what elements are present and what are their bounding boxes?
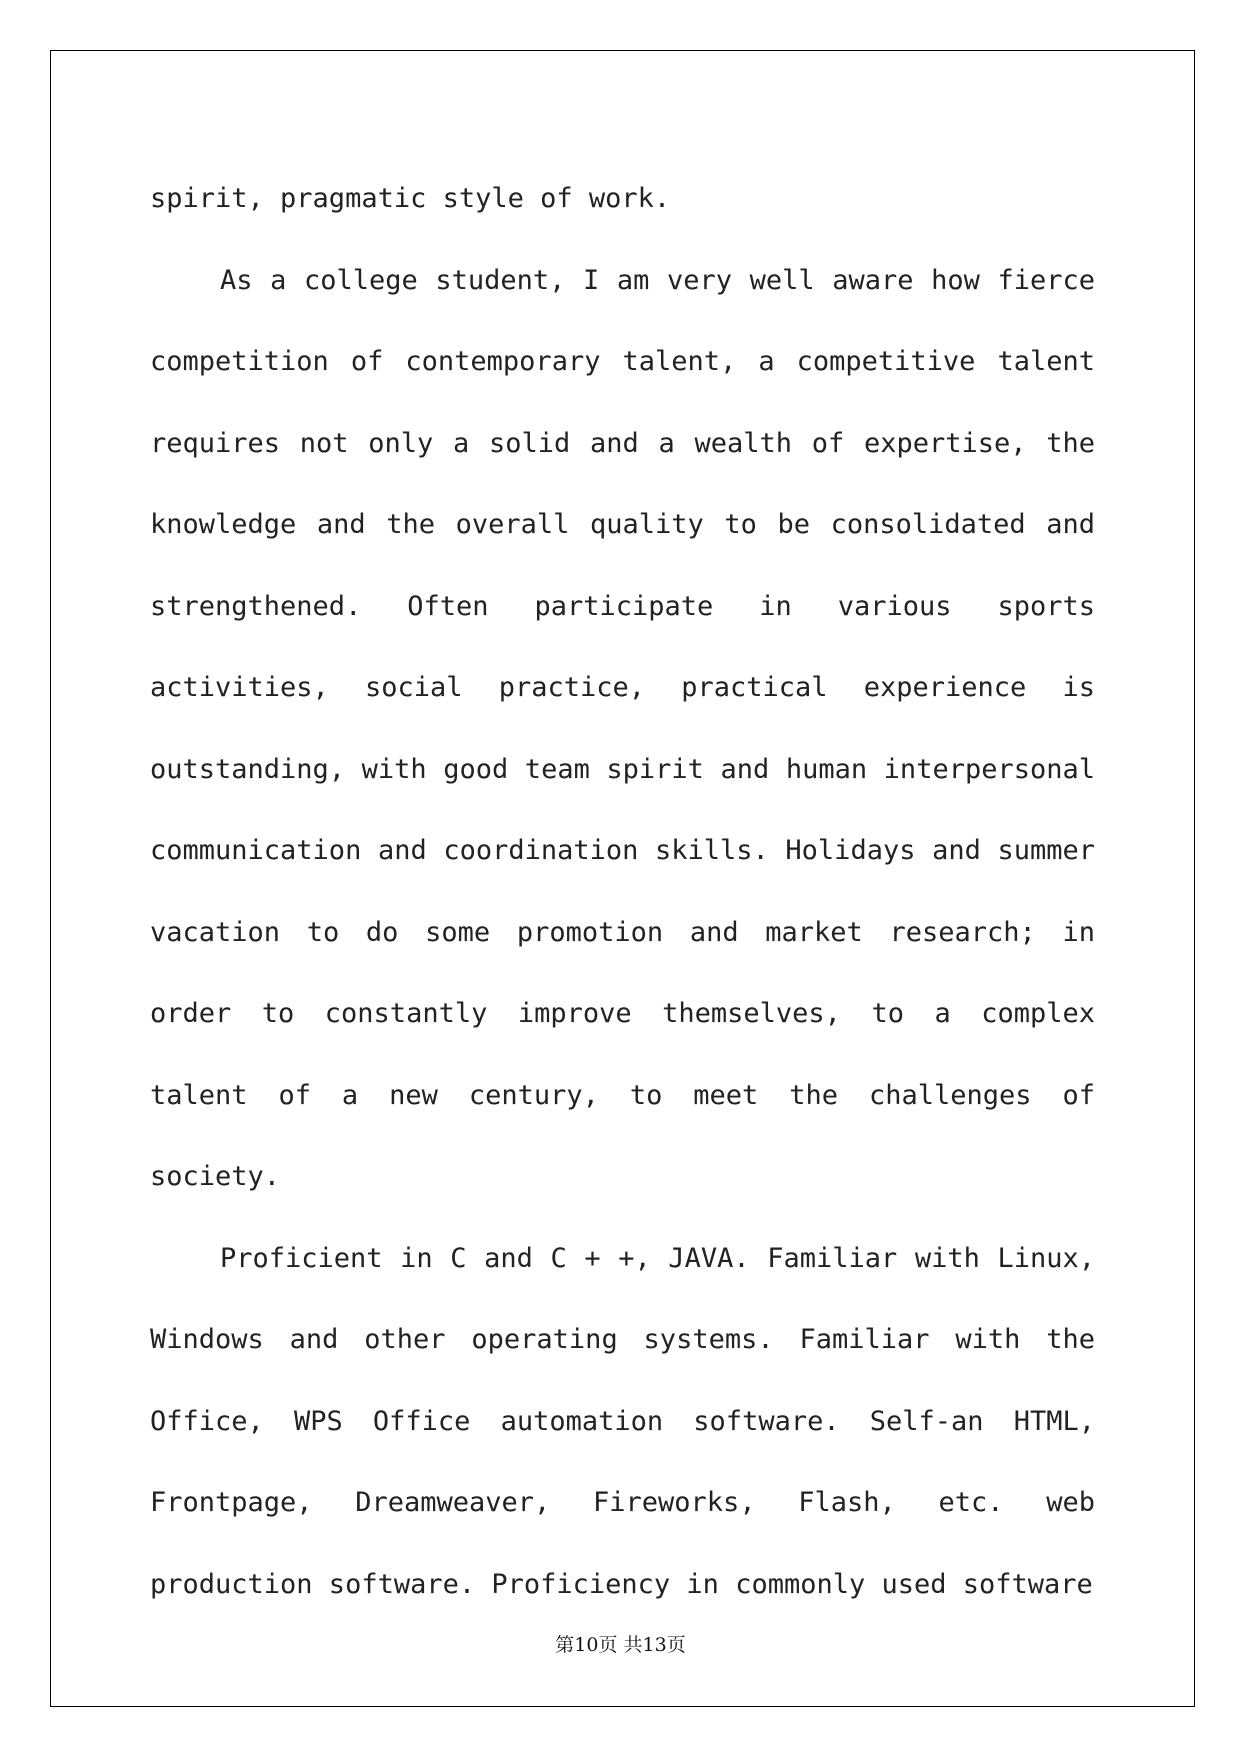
paragraph-3: Proficient in C and C + +, JAVA. Familiar with Linux, Windows and other operating systems. Familiar with the Office, WPS Office automation software. Self-an HTML, Frontpage, Dreamweaver, Fireworks, Flash, etc. web production software. Proficiency in commonly used software — [150, 1242, 1095, 1600]
paragraph-2: As a college student, I am very well aware how fierce competition of contemporary talent, a competitive talent requires not only a solid and a wealth of expertise, the knowledge and the overall quality to be consolidated and strengthened. Often participate in various sports activities, social practice, practical experience is outstanding, with good team spirit and human interpersonal communication and coordination skills. Holidays and summer vacation to do some promotion and market research; in order to constantly improve themselves, to a complex talent of a new century, to meet the challenges of society. — [150, 264, 1095, 1192]
document-body — [150, 158, 1095, 1625]
page-number-footer: 第10页 共13页 — [555, 1634, 686, 1656]
paragraph-1: spirit, pragmatic style of work. — [150, 183, 671, 214]
